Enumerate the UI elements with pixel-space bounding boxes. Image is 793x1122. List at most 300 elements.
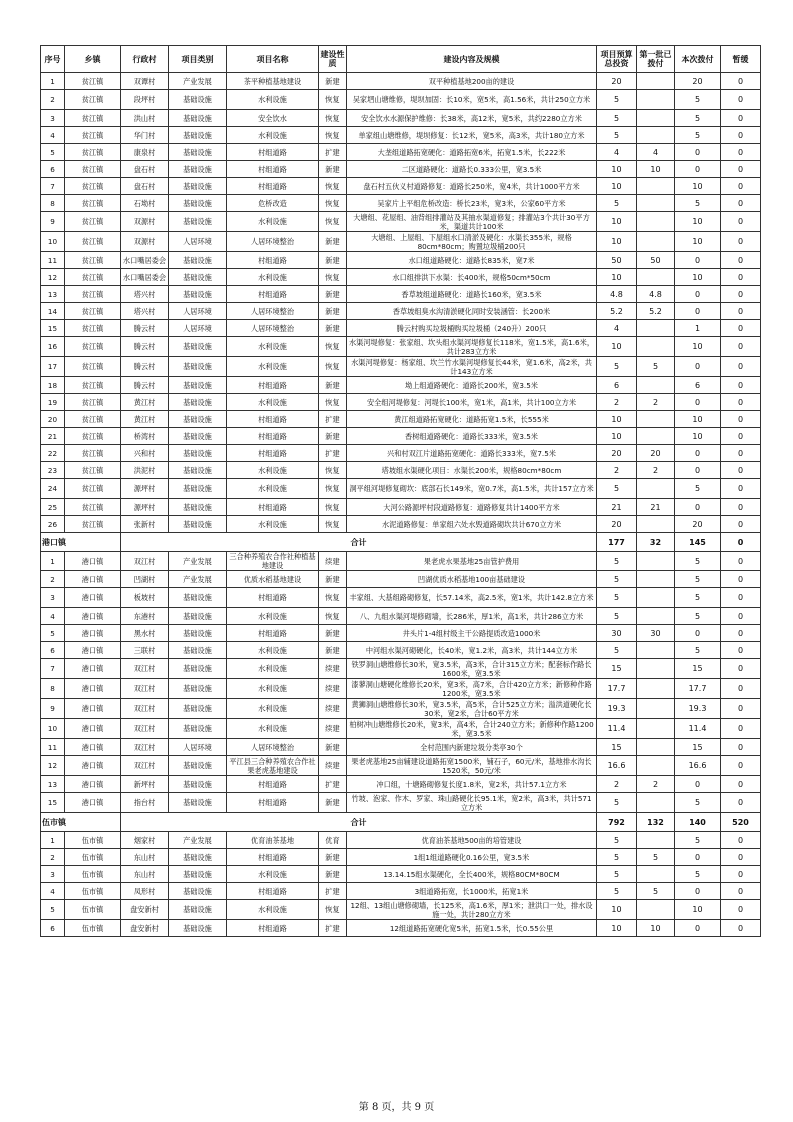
budget-cell: 2 [597,462,637,479]
content-cell: 香草坡组臭水沟清淤硬化同时安装涵管：长200米 [347,303,597,320]
category-cell: 基础设施 [169,719,227,739]
project-name-cell: 茶平种植基地建设 [227,73,319,90]
build-type-cell: 新建 [319,428,347,445]
town-cell: 贫江镇 [65,303,121,320]
build-type-cell: 新建 [319,320,347,337]
build-type-cell: 恢复 [319,900,347,920]
content-cell: 香草坡组道路硬化：道路长160米，宽3.5米 [347,286,597,303]
row-number-cell: 2 [41,849,65,866]
table-row [41,357,761,377]
category-cell: 基础设施 [169,625,227,642]
category-cell: 基础设施 [169,212,227,232]
village-cell: 凤形村 [121,883,169,900]
category-cell: 产业发展 [169,73,227,90]
current-allocation-cell: 10 [675,411,721,428]
budget-cell: 30 [597,625,637,642]
build-type-cell: 续建 [319,679,347,699]
column-header: 序号 [41,46,65,73]
current-allocation-cell: 6 [675,377,721,394]
build-type-cell: 扩建 [319,411,347,428]
first-allocation-cell: 10 [637,161,675,178]
current-allocation-cell: 5 [675,588,721,608]
village-cell: 指台村 [121,793,169,813]
row-number-cell: 25 [41,499,65,516]
first-allocation-cell [637,608,675,625]
table-row [41,793,761,813]
first-allocation-cell [637,195,675,212]
subtotal-value: 32 [637,533,675,552]
category-cell: 产业发展 [169,552,227,571]
first-allocation-cell: 20 [637,445,675,462]
deferred-cell: 0 [721,659,761,679]
deferred-cell: 0 [721,320,761,337]
table-row [41,588,761,608]
town-cell: 贫江镇 [65,337,121,357]
current-allocation-cell: 0 [675,625,721,642]
deferred-cell: 0 [721,286,761,303]
content-cell: 塔坡组水渠硬化项目：水渠长200米，规格80cm*80cm [347,462,597,479]
build-type-cell: 新建 [319,377,347,394]
current-allocation-cell: 0 [675,286,721,303]
deferred-cell: 0 [721,161,761,178]
table-row [41,719,761,739]
first-allocation-cell [637,699,675,719]
content-cell: 大塘组、花屋组、油背组排灌站及其抽水渠道修复；排灌站3个共计30平方米，渠道共计100米 [347,212,597,232]
category-cell: 人居环境 [169,320,227,337]
table-row [41,377,761,394]
build-type-cell: 恢复 [319,499,347,516]
content-cell: 水渠河堤修复：张家组、坎头组水渠河堤修复长118米，宽1.5米，高1.6米，共计283立方米 [347,337,597,357]
content-cell: 香树组道路硬化：道路长333米，宽3.5米 [347,428,597,445]
budget-cell: 16.6 [597,756,637,776]
current-allocation-cell: 0 [675,920,721,937]
deferred-cell: 0 [721,357,761,377]
current-allocation-cell: 0 [675,883,721,900]
table-row [41,776,761,793]
row-number-cell: 17 [41,357,65,377]
current-allocation-cell: 0 [675,445,721,462]
village-cell: 双江村 [121,739,169,756]
town-cell: 港口镇 [65,793,121,813]
table-row [41,73,761,90]
content-cell: 水泥道路修复：单家组六处水毁道路砌坎共计670立方米 [347,516,597,533]
build-type-cell: 新建 [319,866,347,883]
subtotal-value: 132 [637,813,675,832]
subtotal-label: 合计 [121,813,597,832]
category-cell: 基础设施 [169,756,227,776]
town-cell: 港口镇 [65,699,121,719]
current-allocation-cell: 10 [675,212,721,232]
village-cell: 东山村 [121,866,169,883]
town-cell: 港口镇 [65,552,121,571]
column-header: 项目类别 [169,46,227,73]
deferred-cell: 0 [721,883,761,900]
first-allocation-cell [637,739,675,756]
content-cell: 二区道路硬化：道路长0.333公里，宽3.5米 [347,161,597,178]
town-cell: 港口镇 [65,679,121,699]
project-name-cell: 水利设施 [227,659,319,679]
build-type-cell: 新建 [319,232,347,252]
deferred-cell: 0 [721,90,761,110]
budget-cell: 5 [597,883,637,900]
village-cell: 板坡村 [121,588,169,608]
budget-cell: 10 [597,411,637,428]
build-type-cell: 恢复 [319,269,347,286]
village-cell: 双江村 [121,756,169,776]
budget-cell: 10 [597,920,637,937]
column-header: 项目名称 [227,46,319,73]
town-cell: 贫江镇 [65,212,121,232]
first-allocation-cell [637,232,675,252]
category-cell: 基础设施 [169,127,227,144]
table-row [41,608,761,625]
first-allocation-cell: 2 [637,462,675,479]
build-type-cell: 恢复 [319,90,347,110]
column-header: 本次拨付 [675,46,721,73]
deferred-cell: 0 [721,625,761,642]
build-type-cell: 新建 [319,571,347,588]
table-row [41,849,761,866]
project-name-cell: 水利设施 [227,719,319,739]
town-cell: 港口镇 [65,571,121,588]
deferred-cell: 0 [721,479,761,499]
town-cell: 贫江镇 [65,232,121,252]
first-allocation-cell [637,428,675,445]
content-cell: 吴家垇山塘维修，堤坝加固：长10米，宽5米，高1.56米，共计250立方米 [347,90,597,110]
project-name-cell: 水利设施 [227,866,319,883]
village-cell: 双源村 [121,232,169,252]
build-type-cell: 恢复 [319,394,347,411]
project-name-cell: 村组道路 [227,625,319,642]
build-type-cell: 新建 [319,73,347,90]
row-number-cell: 9 [41,212,65,232]
village-cell: 腾云村 [121,377,169,394]
build-type-cell: 续建 [319,756,347,776]
current-allocation-cell: 5 [675,866,721,883]
budget-cell: 5 [597,608,637,625]
town-cell: 贫江镇 [65,357,121,377]
budget-cell: 10 [597,178,637,195]
town-cell: 伍市镇 [65,883,121,900]
row-number-cell: 1 [41,73,65,90]
deferred-cell: 0 [721,394,761,411]
budget-cell: 21 [597,499,637,516]
deferred-cell: 0 [721,679,761,699]
section-town: 港口镇 [41,533,121,552]
row-number-cell: 4 [41,608,65,625]
row-number-cell: 13 [41,776,65,793]
column-header: 乡镇 [65,46,121,73]
category-cell: 基础设施 [169,286,227,303]
table-row [41,269,761,286]
table-row [41,625,761,642]
project-name-cell: 人居环境整治 [227,739,319,756]
table-row [41,756,761,776]
deferred-cell: 0 [721,462,761,479]
town-cell: 贫江镇 [65,195,121,212]
project-name-cell: 村组道路 [227,920,319,937]
build-type-cell: 恢复 [319,357,347,377]
deferred-cell: 0 [721,499,761,516]
build-type-cell: 恢复 [319,588,347,608]
town-cell: 贫江镇 [65,479,121,499]
content-cell: 凹湖优质水稻基地100亩基础建设 [347,571,597,588]
table-row [41,127,761,144]
budget-cell: 20 [597,516,637,533]
row-number-cell: 11 [41,739,65,756]
village-cell: 烟家村 [121,832,169,849]
category-cell: 基础设施 [169,110,227,127]
column-header: 项目预算总投资 [597,46,637,73]
first-allocation-cell: 4.8 [637,286,675,303]
current-allocation-cell: 0 [675,144,721,161]
table-row [41,428,761,445]
row-number-cell: 24 [41,479,65,499]
row-number-cell: 20 [41,411,65,428]
town-cell: 贫江镇 [65,144,121,161]
village-cell: 塔兴村 [121,286,169,303]
town-cell: 港口镇 [65,659,121,679]
current-allocation-cell: 5 [675,608,721,625]
project-name-cell: 水利设施 [227,608,319,625]
first-allocation-cell: 10 [637,920,675,937]
row-number-cell: 15 [41,320,65,337]
village-cell: 新坪村 [121,776,169,793]
table-row [41,883,761,900]
budget-cell: 5 [597,552,637,571]
town-cell: 港口镇 [65,608,121,625]
deferred-cell: 0 [721,719,761,739]
content-cell: 果老虎水果基地25亩管护费用 [347,552,597,571]
budget-cell: 20 [597,445,637,462]
category-cell: 基础设施 [169,793,227,813]
budget-cell: 5 [597,110,637,127]
column-header: 建设内容及规模 [347,46,597,73]
row-number-cell: 7 [41,659,65,679]
content-cell: 黄狮洞山塘维修长30米，宽3.5米，高5米，合计525立方米；溢洪道硬化长30米，宽2米，合计60平方米 [347,699,597,719]
build-type-cell: 扩建 [319,920,347,937]
content-cell: 竹坡、泡家、作木、罗家、珠山路硬化长95.1米，宽2米，高3米，共计571立方米 [347,793,597,813]
project-name-cell: 水利设施 [227,642,319,659]
current-allocation-cell: 17.7 [675,679,721,699]
table-row [41,866,761,883]
village-cell: 双谭村 [121,73,169,90]
town-cell: 贫江镇 [65,178,121,195]
first-allocation-cell [637,679,675,699]
content-cell: 盘石村五伙义村道路修复：道路长250米，宽4米，共计1000平方米 [347,178,597,195]
category-cell: 人居环境 [169,232,227,252]
budget-cell: 5 [597,793,637,813]
category-cell: 基础设施 [169,679,227,699]
table-row [41,411,761,428]
town-cell: 贫江镇 [65,320,121,337]
current-allocation-cell: 10 [675,232,721,252]
row-number-cell: 26 [41,516,65,533]
subtotal-row [41,813,761,832]
category-cell: 基础设施 [169,357,227,377]
category-cell: 基础设施 [169,161,227,178]
village-cell: 张新村 [121,516,169,533]
deferred-cell: 0 [721,303,761,320]
build-type-cell: 续建 [319,552,347,571]
project-name-cell: 村组道路 [227,411,319,428]
content-cell: 水口组道路硬化：道路长835米，宽7米 [347,252,597,269]
current-allocation-cell: 5 [675,90,721,110]
first-allocation-cell [637,269,675,286]
row-number-cell: 1 [41,552,65,571]
content-cell: 坳上组道路硬化：道路长200米，宽3.5米 [347,377,597,394]
village-cell: 双源村 [121,212,169,232]
build-type-cell: 新建 [319,739,347,756]
village-cell: 东山村 [121,849,169,866]
budget-cell: 15 [597,739,637,756]
village-cell: 盘安新村 [121,900,169,920]
budget-cell: 5.2 [597,303,637,320]
deferred-cell: 0 [721,73,761,90]
town-cell: 港口镇 [65,625,121,642]
first-allocation-cell [637,73,675,90]
build-type-cell: 恢复 [319,337,347,357]
build-type-cell: 新建 [319,252,347,269]
first-allocation-cell: 5 [637,849,675,866]
category-cell: 基础设施 [169,377,227,394]
content-cell: 吴家片上平组危桥改造：桥长23米，宽3米，公家60平方米 [347,195,597,212]
deferred-cell: 0 [721,608,761,625]
build-type-cell: 续建 [319,659,347,679]
project-name-cell: 村组道路 [227,161,319,178]
table-row [41,920,761,937]
current-allocation-cell: 5 [675,571,721,588]
deferred-cell: 0 [721,756,761,776]
category-cell: 基础设施 [169,394,227,411]
content-cell: 单家组山塘维修，堤坝修复：长12米，宽5米，高3米，共计180立方米 [347,127,597,144]
row-number-cell: 14 [41,303,65,320]
content-cell: 井头片1-4组村级主干公路提质改造1000米 [347,625,597,642]
budget-cell: 10 [597,269,637,286]
budget-cell: 10 [597,428,637,445]
village-cell: 兴和村 [121,445,169,462]
build-type-cell: 新建 [319,849,347,866]
table-row [41,212,761,232]
town-cell: 贫江镇 [65,411,121,428]
current-allocation-cell: 5 [675,110,721,127]
budget-cell: 5 [597,832,637,849]
category-cell: 基础设施 [169,776,227,793]
village-cell: 源坪村 [121,479,169,499]
row-number-cell: 5 [41,144,65,161]
project-name-cell: 水利设施 [227,394,319,411]
current-allocation-cell: 5 [675,552,721,571]
village-cell: 东港村 [121,608,169,625]
town-cell: 伍市镇 [65,832,121,849]
deferred-cell: 0 [721,552,761,571]
row-number-cell: 23 [41,462,65,479]
village-cell: 盘石村 [121,161,169,178]
subtotal-value: 140 [675,813,721,832]
current-allocation-cell: 5 [675,832,721,849]
row-number-cell: 11 [41,252,65,269]
village-cell: 黑水村 [121,625,169,642]
current-allocation-cell: 10 [675,178,721,195]
build-type-cell: 扩建 [319,883,347,900]
deferred-cell: 0 [721,739,761,756]
deferred-cell: 0 [721,571,761,588]
build-type-cell: 续建 [319,699,347,719]
category-cell: 基础设施 [169,337,227,357]
current-allocation-cell: 10 [675,428,721,445]
subtotal-label: 合计 [121,533,597,552]
village-cell: 水口嘴居委会 [121,252,169,269]
category-cell: 基础设施 [169,516,227,533]
subtotal-value: 0 [721,533,761,552]
current-allocation-cell: 0 [675,849,721,866]
row-number-cell: 2 [41,90,65,110]
row-number-cell: 4 [41,127,65,144]
budget-cell: 2 [597,776,637,793]
current-allocation-cell: 0 [675,394,721,411]
project-name-cell: 水利设施 [227,90,319,110]
budget-cell: 4 [597,320,637,337]
town-cell: 港口镇 [65,588,121,608]
current-allocation-cell: 1 [675,320,721,337]
table-row [41,642,761,659]
build-type-cell: 扩建 [319,144,347,161]
village-cell: 洪泥村 [121,462,169,479]
first-allocation-cell [637,900,675,920]
village-cell: 段坪村 [121,90,169,110]
table-row [41,462,761,479]
row-number-cell: 12 [41,756,65,776]
first-allocation-cell: 21 [637,499,675,516]
table-row [41,499,761,516]
town-cell: 伍市镇 [65,866,121,883]
row-number-cell: 15 [41,793,65,813]
budget-cell: 10 [597,161,637,178]
current-allocation-cell: 0 [675,499,721,516]
content-cell: 铁罗洞山塘维修长30米，宽3.5米，高3米，合计315立方米；配套标作路长1600米，宽3.5米 [347,659,597,679]
content-cell: 兴和村双江片道路拓宽硬化：道路长333米，宽7.5米 [347,445,597,462]
first-allocation-cell [637,479,675,499]
town-cell: 港口镇 [65,739,121,756]
content-cell: 安全饮水水源保护维修：长38米，高12米，宽5米，共约2280立方米 [347,110,597,127]
project-name-cell: 水利设施 [227,337,319,357]
column-header: 建设性质 [319,46,347,73]
village-cell: 双江村 [121,679,169,699]
project-name-cell: 村组道路 [227,144,319,161]
town-cell: 伍市镇 [65,900,121,920]
content-cell: 漆蓼洞山塘硬化维修长20米，宽3米，高7米，合计420立方米；新修种作路1200米，宽3.5米 [347,679,597,699]
current-allocation-cell: 20 [675,516,721,533]
current-allocation-cell: 0 [675,462,721,479]
first-allocation-cell [637,411,675,428]
subtotal-value: 520 [721,813,761,832]
table-row [41,479,761,499]
village-cell: 腾云村 [121,337,169,357]
village-cell: 康泉村 [121,144,169,161]
table-row [41,739,761,756]
category-cell: 基础设施 [169,883,227,900]
column-header: 暂缓 [721,46,761,73]
deferred-cell: 0 [721,900,761,920]
budget-cell: 10 [597,337,637,357]
content-cell: 双平种植基地200亩的建设 [347,73,597,90]
project-name-cell: 水利设施 [227,269,319,286]
budget-cell: 50 [597,252,637,269]
table-row [41,699,761,719]
village-cell: 盘安新村 [121,920,169,937]
category-cell: 基础设施 [169,144,227,161]
deferred-cell: 0 [721,252,761,269]
